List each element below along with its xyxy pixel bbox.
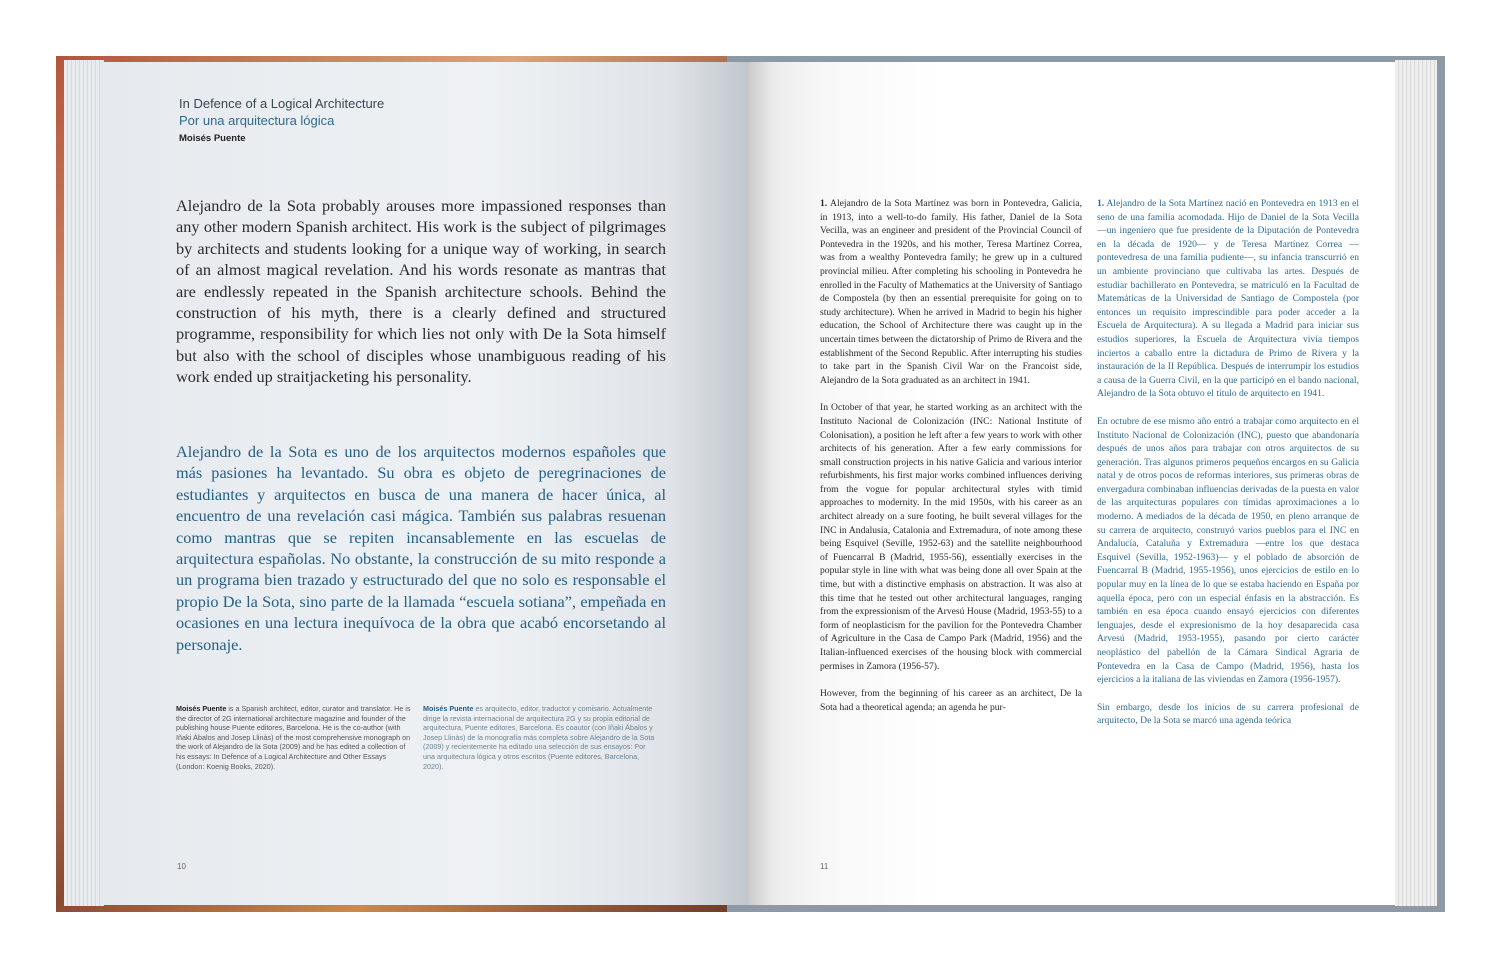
bio-text-en: is a Spanish architect, editor, curator and translator. He is the director of 2G international architecture magazine and founder of the publishing house Puente editores, Barcelona. He is the co-author (with Iñaki Ábalos and Josep Llinàs) of the most comprehensive monograph on the work of Alejandro de la Sota (2009) and he has edited a collection of his essays: In Defence of a Logical Architecture and Other Essays (London: Koenig Books, 2020). <box>176 704 411 771</box>
paragraph-text: Alejandro de la Sota Martínez nació en Pontevedra en 1913 en el seno de una familia acomodada. Hijo de Daniel de la Sota Vecilla —un ingeniero que fue presidente de la Diputación de Pontevedra en la década de 1920— y de Teresa Martínez Correa —pontevedresa de una familia pudiente—, su infancia transcurrió en un ambiente provinciano que cultivaba las artes. Después de estudiar bachillerato en Pontevedra, se matriculó en la Facultad de Matemáticas de la Universidad de Santiago de Compostela (por entonces un requisito imprescindible para poder acceder a la Escuela de Arquitectura). A su llegada a Madrid para iniciar sus estudios superiores, la Escuela de Arquitectura vivía tiempos inciertos a caballo entre la dictadura de Primo de Rivera y la instauración de la II República. Después de interrumpir los estudios a causa de la Guerra Civil, en la que participó en el bando nacional, Alejandro de la Sota obtuvo el título de arquitecto en 1941. <box>1097 198 1359 400</box>
intro-paragraph-en: Alejandro de la Sota probably arouses more impassioned responses than any other modern Spanish architect. His work is the subject of pilgrimages by architects and students looking for a unique way of working, in search of an almost magical revelation. And his words resonate as mantras that are endlessly repeated in the Spanish architecture schools. Behind the construction of his myth, there is a clearly defined and structured programme, responsibility for which lies not only with De la Sota himself but also with the school of disciples whose unambiguous reading of his work ended up straitjacketing his personality. <box>176 196 666 387</box>
author-bio-es <box>423 704 659 771</box>
body-paragraph <box>820 197 1082 387</box>
bio-name-en: Moisés Puente <box>176 704 227 713</box>
body-paragraph: However, from the beginning of his career as an architect, De la Sota had a theoretical agenda; an agenda he pur- <box>820 688 1082 713</box>
chapter-author: Moisés Puente <box>179 133 246 144</box>
page-edges-right <box>1395 60 1437 906</box>
body-column-es <box>1097 197 1359 742</box>
body-paragraph: En octubre de ese mismo año entró a trabajar como arquitecto en el Instituto Nacional de Colonización (INC), puesto que abandonaría después de unos años para trabajar con otros arquitectos de su generación. Tras algunos primeros pequeños encargos en su Galicia natal y de otros pocos de reformas interiores, sus primeras obras de envergadura combinaban influencias derivadas de la puesta en valor de las arquitecturas populares con tímidas aproximaciones a lo moderno. A mediados de la década de 1950, en pleno arranque de su carrera de arquitecto, construyó varios pueblos para el INC en Andalucía, Cataluña y Extremadura —entre los que destaca Esquivel (Sevilla, 1952-1963)— y el poblado de absorción de Fuencarral B (Madrid, 1955-1956), unos ejercicios de estilo en lo popular muy en la línea de lo que se estaba haciendo en España por aquella época, pero con un especial énfasis en la abstracción. Es también en esa época cuando ensayó ejercicios con diferentes lenguajes, desde el expresionismo de la hoy desaparecida casa Arvesú (Madrid, 1953-1955), pasando por cierto carácter neoplástico del pabellón de la Cámara Sindical Agraria de Pontevedra en la Casa de Campo (Madrid, 1956), hasta los ejercicios a la italiana de las viviendas en Zamora (1956-1957). <box>1097 415 1359 686</box>
chapter-title-en: In Defence of a Logical Architecture <box>179 96 385 111</box>
body-column-en <box>820 197 1082 728</box>
intro-paragraph-es: Alejandro de la Sota es uno de los arquitectos modernos españoles que más pasiones ha levantado. Su obra es objeto de peregrinaciones de estudiantes y arquitectos en busca de una manera de hacer única, al encuentro de una revelación casi mágica. También sus palabras resuenan como mantras que se repiten incansablemente en las escuelas de arquitectura españolas. No obstante, la construcción de su mito responde a un programa bien trazado y estructurado del que no solo es responsable el propio De la Sota, sino parte de la llamada “escuela sotiana”, empeñada en ocasiones en una lectura inequívoca de la obra que acabó encorsetando al personaje. <box>176 442 666 654</box>
chapter-title-es: Por una arquitectura lógica <box>179 113 335 128</box>
paragraph-text: Alejandro de la Sota Martínez was born in Pontevedra, Galicia, in 1913, into a well-to-do family. His father, Daniel de la Sota Vecilla, was an engineer and president of the Provincial Council of Pontevedra in the 1920s, and his mother, Teresa Martínez Correa, was from a wealthy Pontevedra family; he grew up in a cultured provincial milieu. After completing his schooling in Pontevedra he enrolled in the Faculty of Mathematics at the University of Santiago de Compostela (by then an essential prerequisite for going on to study architecture). When he arrived in Madrid to begin his higher education, the School of Architecture there was caught up in the uncertain times between the dictatorship of Primo de Rivera and the establishment of the Second Republic. After interrupting his studies to take part in the Spanish Civil War on the Francoist side, Alejandro de la Sota graduated as an architect in 1941. <box>820 198 1082 386</box>
body-paragraph: In October of that year, he started working as an architect with the Instituto Nacional de Colonización (INC: National Institute of Colonisation), a position he left after a few years to work with other architects of his generation. After a few early commissions for small construction projects in his native Galicia and various interior refurbishments, his first major works combined influences deriving from the vogue for popular architectural styles with timid approaches to modernity. In the mid 1950s, with his career as an architect already on a sure footing, he built several villages for the INC in Andalusia, Catalonia and Extremadura, of note among these being Esquivel (Seville, 1952-63) and the satellite neighbourhood of Fuencarral B (Madrid, 1955-56), essentially exercises in the popular style in line with what was being done all over Spain at the time, but with a distinctive emphasis on abstraction. It was also at this time that he tested out other architectural languages, ranging from the expressionism of the Arvesú House (Madrid, 1953-55) to a form of neoplasticism for the pavilion for the Pontevedra Chamber of Agriculture in the Casa de Campo Park (Madrid, 1956) and the Italian-influenced exercises of the housing block with commercial permises in Zamora (1956-57). <box>820 402 1082 672</box>
page-edges-left <box>64 60 104 906</box>
body-paragraph: Sin embargo, desde los inicios de su carrera profesional de arquitecto, De la Sota se marcó una agenda teórica <box>1097 701 1359 727</box>
bio-text-es: es arquitecto, editor, traductor y comisario. Actualmente dirige la revista internacional de arquitectura 2G y su propia editorial de arquitectura, Puente editores, Barcelona. Es coautor (con Iñaki Ábalos y Josep Llinàs) de la monografía más completa sobre Alejandro de la Sota (2009) y recientemente ha editado una selección de sus ensayos: Por una arquitectura lógica y otros escritos (Puente editores, Barcelona, 2020). <box>423 704 655 771</box>
author-bio-en <box>176 704 412 771</box>
page-number-left: 10 <box>177 862 186 871</box>
note-number: 1. <box>1097 198 1105 209</box>
note-number: 1. <box>820 198 828 209</box>
page-number-right: 11 <box>820 862 829 871</box>
bio-name-es: Moisés Puente <box>423 704 474 713</box>
body-paragraph <box>1097 197 1359 401</box>
